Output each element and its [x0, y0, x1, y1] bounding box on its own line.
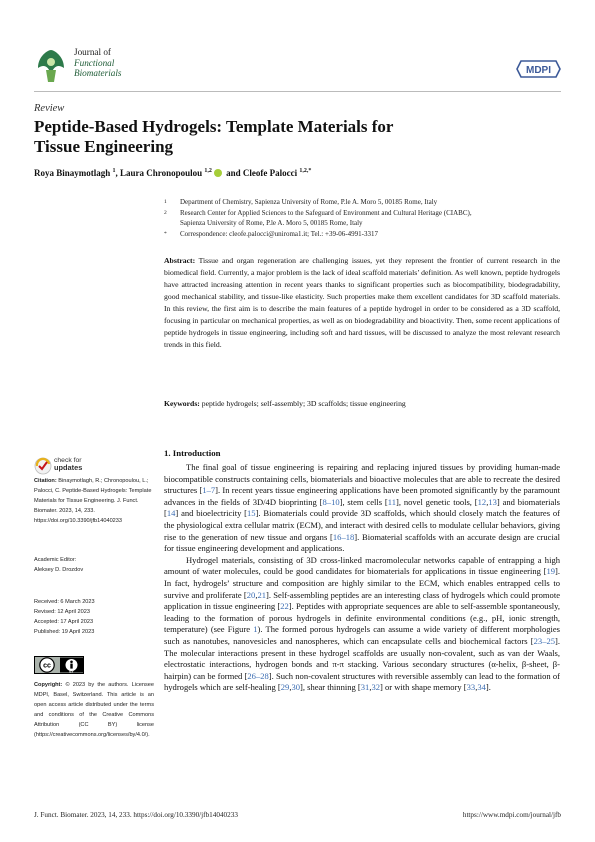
- paragraph: [164, 555, 560, 694]
- citation-link[interactable]: 26–28: [247, 670, 269, 681]
- paragraph-text: ,: [486, 496, 489, 507]
- keywords-label: Keywords:: [164, 399, 200, 408]
- paragraph-text: ].: [485, 682, 491, 693]
- footer-journal-link[interactable]: https://www.mdpi.com/journal/jfb: [462, 811, 561, 819]
- citation-link[interactable]: 1–7: [202, 485, 216, 496]
- check-for-updates[interactable]: [54, 457, 82, 472]
- copyright-label: Copyright:: [34, 682, 63, 688]
- author-name[interactable]: Roya Binaymotlagh: [34, 168, 111, 178]
- citation-link[interactable]: 34: [477, 682, 486, 693]
- journal-name-line2: Functional: [74, 57, 115, 68]
- keywords: [164, 398, 560, 410]
- affiliation-text: Research Center for Applied Sciences to the Safeguard of Environment and Cultural Heritage (CIABC),: [180, 209, 472, 217]
- paragraph-text: ,: [289, 682, 292, 693]
- citation-link[interactable]: 12: [477, 496, 487, 507]
- paragraph-text: ]. Such non-covalent structures with reversible assembly can lead to the formation of hydrogels which are self-healing [: [164, 670, 560, 693]
- abstract-label: Abstract:: [164, 256, 196, 265]
- paragraph-text: ). The formed porous hydrogels can assume a wide variety of different morphologies such as nanotubes, nanovesicles and nanospheres, which can encapsulate cells and biochemical factors [: [164, 624, 560, 646]
- paragraph-text: ]. Biomaterials could provide 3D scaffolds, which should closely match the features of the physiological extra cellular matrix (ECM), and interact with desired cells to modulate cellular behaviors, giving rise to the generation of new tissue and organs [: [164, 508, 560, 542]
- academic-editor: [34, 556, 154, 576]
- author-affiliation-marker: 1,2,*: [299, 168, 312, 174]
- revised-date: Revised: 12 April 2023: [34, 608, 90, 615]
- cc-by-license-icon[interactable]: [34, 656, 84, 674]
- affiliation-text: Department of Chemistry, Sapienza University of Rome, P.le A. Moro 5, 00185 Rome, Italy: [180, 198, 438, 206]
- mdpi-logo-text: MDPI: [526, 65, 551, 76]
- citation-link[interactable]: 1: [253, 624, 258, 635]
- section-body: [164, 462, 560, 694]
- mdpi-logo-icon[interactable]: [516, 58, 561, 80]
- publication-dates: [34, 598, 154, 638]
- citation-link[interactable]: 14: [166, 508, 176, 519]
- check-line1: check for: [54, 457, 82, 464]
- section-heading: 1. Introduction: [164, 448, 221, 458]
- title-line1: Peptide-Based Hydrogels: Template Materials for: [34, 117, 394, 136]
- title-line2: Tissue Engineering: [34, 136, 174, 156]
- footer-citation[interactable]: J. Funct. Biomater. 2023, 14, 233. https://doi.org/10.3390/jfb14040233: [34, 811, 238, 819]
- accepted-date: Accepted: 17 April 2023: [34, 618, 94, 625]
- citation-link[interactable]: 15: [247, 508, 256, 519]
- received-date: Received: 6 March 2023: [34, 599, 95, 605]
- citation-label: Citation:: [34, 478, 57, 484]
- paragraph: [164, 462, 560, 555]
- author-name[interactable]: Cleofe Palocci: [242, 168, 298, 178]
- article-title: [34, 117, 534, 156]
- correspondence-text[interactable]: Correspondence: cleofe.palocci@uniroma1.it; Tel.: +39-06-4991-3317: [180, 230, 378, 238]
- keywords-text: peptide hydrogels; self-assembly; 3D scaffolds; tissue engineering: [201, 399, 406, 408]
- citation-link[interactable]: 16–18: [332, 531, 355, 542]
- paragraph-text: ]. The molecular interactions present in these hydrogel scaffolds are usually non-covalent, such as van der Waals, electrostatic interactions, hydrogen bonds and π-π stacking. Various secondary structures (α-helix, β-sheet, β-hairpin) can be formed [: [164, 635, 560, 681]
- paragraph-text: ,: [255, 589, 258, 600]
- citation-text[interactable]: Binaymotlagh, R.; Chronopoulou, L.; Palocci, C. Peptide-Based Hydrogels: Template Materials for Tissue Engineering. J. Funct. Biomater. 2023, 14, 233. https://doi.org/10.3390/jfb14040233: [34, 478, 152, 524]
- author-list: Roya Binaymotlagh $^1$, Laura Chronopoulou $^{1,2}$ and Cleofe Palocci $^{1,2,*}$: [34, 168, 312, 178]
- abstract-text: Tissue and organ regeneration are challenging issues, yet they represent the frontier of current research in the biomedical field. Currently, a major problem is the lack of ideal scaffold materials’ definition. As well known, peptide hydrogels have attracted increasing attention in recent years thanks to significant properties such as biocompatibility, biodegradability, good mechanical stability, and tissue-like elasticity. Such properties make them excellent candidates for 3D scaffold materials. In this review, the first aim is to describe the main features of a peptide hydrogel in order to be considered as a 3D scaffold, focusing in particular on mechanical properties, as well as on biodegradability and bioactivity. Then, some recent applications of peptide hydrogels in tissue engineering, including soft and hard tissues, will be discussed to analyze the most relevant research trends in this field.: [164, 256, 560, 349]
- citation-link[interactable]: 33: [466, 682, 476, 693]
- journal-logo-icon: [34, 48, 68, 84]
- citation-link[interactable]: 30: [291, 682, 300, 693]
- citation-link[interactable]: 13: [488, 496, 497, 507]
- journal-name-line3: Biomaterials: [74, 68, 122, 78]
- paragraph-text: ]. In fact, hydrogels’ structure and composition are highly similar to the ECM, which enables entrapped cells to survive and proliferate [: [164, 566, 560, 600]
- author-conjunction: and: [226, 168, 241, 178]
- affiliation-text: Sapienza University of Rome, P.le A. Moro 5, 00185 Rome, Italy: [180, 219, 363, 227]
- paragraph-text: ], shear thinning [: [300, 682, 361, 693]
- editor-name: Aleksey D. Drozdov: [34, 566, 84, 573]
- citation-link[interactable]: 32: [371, 682, 380, 693]
- paragraph-text: ]. Peptides with appropriate sequences are able to self-assemble spontaneously, leading to the formation of porous hydrogels in definite environmental conditions (e.g., pH, ionic strength, temperature) (see Figure: [164, 601, 560, 635]
- paragraph-text: ,: [475, 682, 478, 693]
- affiliation-marker: *: [164, 231, 167, 237]
- paragraph-text: ], stem cells [: [339, 496, 388, 507]
- paragraph-text: Hydrogel materials, consisting of 3D cross-linked macromolecular networks capable of entrapping a high amount of water molecules, could be good candidates for biomaterials for applications in tissue engineering [: [164, 554, 560, 577]
- abstract: [164, 255, 560, 351]
- author-affiliation-marker: 1: [112, 168, 116, 174]
- paragraph-text: ,: [369, 682, 372, 693]
- paragraph-text: The final goal of tissue engineering is repairing and replacing injured tissues by providing human-made biocompatible constructs containing cells, biomaterials and bioactive molecules that are able to recreate the desired structures [: [164, 462, 560, 496]
- cc-by-text: BY: [69, 669, 74, 674]
- citation-link[interactable]: 31: [360, 682, 370, 693]
- cc-text: cc: [43, 662, 51, 670]
- paragraph-text: ]. Self-assembling peptides are an interesting class of hydrogels which could promote application in tissue engineering [: [164, 589, 560, 612]
- check-line2: updates: [54, 463, 83, 473]
- affiliation-marker: 2: [164, 210, 167, 216]
- paragraph-text: ] and bioelectricity [: [175, 508, 248, 519]
- published-date: Published: 19 April 2023: [34, 628, 95, 635]
- article-type: Review: [34, 103, 65, 114]
- citation-link[interactable]: 23–25: [533, 635, 556, 646]
- copyright-notice: [34, 681, 154, 740]
- citation-link[interactable]: 8–10: [322, 496, 340, 507]
- author-name[interactable]: Laura Chronopoulou: [120, 168, 203, 178]
- copyright-text: © 2023 by the authors. Licensee MDPI, Basel, Switzerland. This article is an open access article distributed under the terms and conditions of the Creative Commons Attribution (CC BY) license (https://creativecommons.org/licenses/by/4.0/).: [34, 682, 155, 738]
- editor-label: Academic Editor:: [34, 557, 77, 563]
- citation-link[interactable]: 29: [280, 682, 290, 693]
- paragraph-text: ], novel genetic tools, [: [396, 496, 478, 507]
- orcid-icon[interactable]: [214, 169, 222, 177]
- citation-link[interactable]: 20: [246, 589, 256, 600]
- paragraph-text: ] or with shape memory [: [380, 682, 467, 693]
- citation-link[interactable]: 21: [257, 589, 267, 600]
- paragraph-text: ] and biomaterials [: [164, 496, 560, 519]
- citation-link[interactable]: 11: [387, 496, 397, 507]
- journal-name-line1: Journal of: [74, 47, 111, 57]
- header-divider: [34, 91, 561, 92]
- author-affiliation-marker: 1,2: [204, 168, 212, 174]
- citation-link[interactable]: 22: [280, 601, 289, 612]
- paragraph-text: ]. Biomaterial scaffolds with an accurate design are crucial for tissue engineering development and applications.: [164, 531, 560, 554]
- paragraph-text: ]. In recent years tissue engineering applications have been promoted significantly by the paramount advances in the fields of 3D/4D bioprinting [: [164, 485, 560, 507]
- citation-link[interactable]: 19: [546, 566, 556, 577]
- citation-block: [34, 477, 154, 527]
- affiliation-marker: 1: [164, 199, 167, 205]
- journal-name[interactable]: [74, 47, 194, 79]
